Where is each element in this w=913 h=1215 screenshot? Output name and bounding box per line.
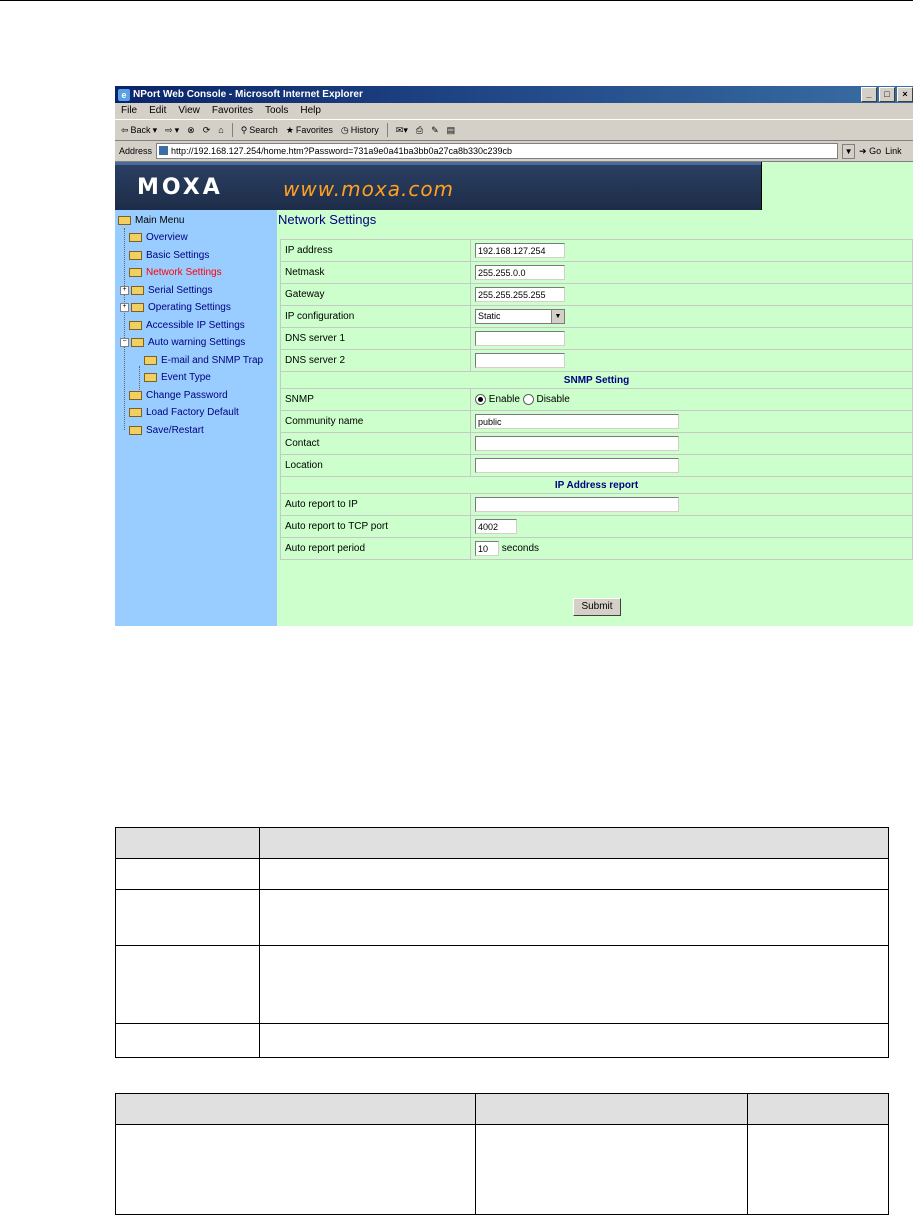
doc-table-2-row <box>116 1125 889 1215</box>
chevron-down-icon: ▾ <box>174 125 180 135</box>
location-label: Location <box>281 455 471 477</box>
folder-icon <box>144 373 157 382</box>
report-period-unit: seconds <box>501 543 540 555</box>
report-ip-label: Auto report to IP <box>281 494 471 516</box>
refresh-icon[interactable]: ⟳ <box>202 125 211 135</box>
toolbar-separator <box>387 123 388 137</box>
menu-item-network-settings[interactable]: Network Settings <box>129 264 222 281</box>
folder-icon <box>129 426 142 435</box>
menu-bar <box>115 103 913 120</box>
doc-table-1-row <box>116 1024 889 1058</box>
tree-line <box>124 228 125 430</box>
forward-button[interactable] <box>165 120 179 140</box>
menu-item-save-restart[interactable]: Save/Restart <box>129 422 204 439</box>
doc-table-cell <box>260 828 889 859</box>
menu-edit[interactable]: Edit <box>149 105 167 116</box>
contact-label: Contact <box>281 433 471 455</box>
page-viewport <box>115 162 913 626</box>
row-report-ip <box>281 494 913 516</box>
mail-icon[interactable]: ✉▾ <box>395 125 408 135</box>
moxa-logo: MOXA <box>137 175 223 200</box>
row-ip-address <box>281 240 913 262</box>
row-contact <box>281 433 913 455</box>
ip-configuration-select[interactable]: Static ▼ <box>475 309 565 324</box>
document-table-1 <box>115 827 889 1058</box>
netmask-input[interactable]: 255.255.0.0 <box>475 265 565 280</box>
chevron-down-icon: ▾ <box>152 125 158 135</box>
stop-icon[interactable]: ⊗ <box>187 125 195 135</box>
history-icon: ◷ <box>340 125 349 135</box>
go-arrow-icon: ➜ <box>859 145 867 156</box>
snmp-enable-radio[interactable] <box>475 394 486 405</box>
doc-table-cell <box>116 828 260 859</box>
address-dropdown-icon[interactable]: ▼ <box>842 144 855 159</box>
menu-help[interactable]: Help <box>300 105 321 116</box>
row-ip-configuration <box>281 306 913 328</box>
expand-icon[interactable]: + <box>120 286 129 295</box>
menu-item-overview[interactable]: Overview <box>129 229 188 246</box>
edit-icon[interactable]: ✎ <box>431 125 439 135</box>
doc-table-cell <box>260 890 889 946</box>
doc-table-cell <box>260 1024 889 1058</box>
submit-button[interactable]: Submit <box>573 598 621 616</box>
chevron-down-icon: ▼ <box>551 310 564 323</box>
doc-table-1-row <box>116 859 889 890</box>
history-button[interactable]: ◷ History <box>341 120 379 140</box>
ip-address-label: IP address <box>281 240 471 262</box>
menu-item-operating-settings[interactable]: + Operating Settings <box>120 299 231 316</box>
dns1-input[interactable] <box>475 331 565 346</box>
site-url: www.moxa.com <box>283 177 455 201</box>
window-title: NPort Web Console - Microsoft Internet Explorer <box>133 89 363 100</box>
menu-item-serial-settings[interactable]: + Serial Settings <box>120 282 212 299</box>
folder-icon <box>144 356 157 365</box>
network-settings-panel <box>277 210 913 626</box>
print-icon[interactable]: ⎙ <box>415 125 424 135</box>
row-report-port <box>281 516 913 538</box>
snmp-disable-radio[interactable] <box>523 394 534 405</box>
banner-spacer <box>761 162 913 210</box>
row-report-period <box>281 538 913 560</box>
doc-table-1-header <box>116 828 889 859</box>
folder-icon <box>129 321 142 330</box>
dns2-label: DNS server 2 <box>281 350 471 372</box>
menu-root[interactable]: Main Menu <box>118 212 184 229</box>
community-label: Community name <box>281 411 471 433</box>
menu-item-load-factory-default[interactable]: Load Factory Default <box>129 404 239 421</box>
menu-view[interactable]: View <box>178 105 200 116</box>
snmp-enable-label: Enable <box>488 394 520 406</box>
folder-icon <box>129 391 142 400</box>
location-input[interactable] <box>475 458 679 473</box>
doc-table-cell <box>116 859 260 890</box>
row-community <box>281 411 913 433</box>
doc-table-cell <box>116 1094 476 1125</box>
folder-open-icon <box>118 216 131 225</box>
menu-item-auto-warning[interactable]: − Auto warning Settings <box>120 334 245 351</box>
doc-table-cell <box>260 859 889 890</box>
row-location <box>281 455 913 477</box>
report-port-label: Auto report to TCP port <box>281 516 471 538</box>
address-label: Address <box>119 146 153 156</box>
doc-table-cell <box>116 1024 260 1058</box>
search-icon: ⚲ <box>240 125 248 135</box>
row-dns2 <box>281 350 913 372</box>
doc-table-cell <box>116 946 260 1024</box>
doc-table-cell <box>116 890 260 946</box>
dns2-input[interactable] <box>475 353 565 368</box>
gateway-label: Gateway <box>281 284 471 306</box>
address-url: http://192.168.127.254/home.htm?Password=731a9e0a41ba3bb0a27ca8b330c239cb <box>171 146 513 156</box>
doc-table-1-row <box>116 890 889 946</box>
links-label[interactable]: Link <box>885 146 902 156</box>
doc-table-2-header <box>116 1094 889 1125</box>
menu-item-change-password[interactable]: Change Password <box>129 387 228 404</box>
address-input[interactable] <box>156 143 838 159</box>
page-title: Network Settings <box>278 212 377 227</box>
page-icon <box>159 146 168 155</box>
menu-item-accessible-ip[interactable]: Accessible IP Settings <box>129 317 245 334</box>
favorites-icon: ★ <box>285 125 294 135</box>
menu-item-event-type[interactable]: Event Type <box>144 369 211 386</box>
folder-icon <box>129 408 142 417</box>
document-table-2 <box>115 1093 889 1215</box>
address-bar <box>115 141 913 162</box>
report-port-input[interactable]: 4002 <box>475 519 517 534</box>
report-period-input[interactable]: 10 <box>475 541 499 556</box>
browser-window <box>115 86 913 626</box>
moxa-banner <box>115 162 761 210</box>
doc-table-cell <box>260 946 889 1024</box>
doc-table-cell <box>748 1094 889 1125</box>
folder-icon <box>131 286 144 295</box>
menu-favorites[interactable]: Favorites <box>211 105 253 116</box>
go-button[interactable]: ➜ Go <box>859 145 882 156</box>
ip-address-input[interactable]: 192.168.127.254 <box>475 243 565 258</box>
minimize-icon[interactable]: _ <box>861 87 877 102</box>
toolbar-separator <box>232 123 233 137</box>
search-button[interactable]: ⚲ Search <box>241 120 278 140</box>
discuss-icon[interactable]: ▤ <box>446 125 456 135</box>
home-icon[interactable]: ⌂ <box>218 125 224 135</box>
maximize-icon[interactable]: □ <box>879 87 895 102</box>
report-period-label: Auto report period <box>281 538 471 560</box>
row-snmp-section <box>281 372 913 389</box>
row-ip-report-section <box>281 477 913 494</box>
doc-table-cell <box>116 1125 476 1215</box>
snmp-section-header: SNMP Setting <box>281 372 913 389</box>
row-snmp <box>281 389 913 411</box>
row-dns1 <box>281 328 913 350</box>
favorites-button[interactable]: ★ Favorites <box>286 120 333 140</box>
row-netmask <box>281 262 913 284</box>
folder-icon <box>129 268 142 277</box>
ip-configuration-label: IP configuration <box>281 306 471 328</box>
doc-table-cell <box>476 1125 748 1215</box>
settings-table <box>280 239 913 560</box>
row-gateway <box>281 284 913 306</box>
netmask-label: Netmask <box>281 262 471 284</box>
menu-item-email-snmp-trap[interactable]: E-mail and SNMP Trap <box>144 352 263 369</box>
back-button[interactable]: ⇦ Back ▾ <box>121 120 157 140</box>
ip-report-section-header: IP Address report <box>281 477 913 494</box>
window-controls <box>861 87 913 102</box>
doc-table-cell <box>748 1125 889 1215</box>
menu-file[interactable]: File <box>121 105 138 116</box>
doc-table-1-row <box>116 946 889 1024</box>
close-icon[interactable]: × <box>897 87 913 102</box>
folder-open-icon <box>131 338 144 347</box>
contact-input[interactable] <box>475 436 679 451</box>
gateway-input[interactable]: 255.255.255.255 <box>475 287 565 302</box>
snmp-disable-label: Disable <box>536 394 570 406</box>
collapse-icon[interactable]: − <box>120 338 129 347</box>
left-menu <box>115 210 277 626</box>
community-input[interactable]: public <box>475 414 679 429</box>
forward-arrow-icon: ⇨ <box>165 125 173 135</box>
toolbar <box>115 120 913 141</box>
dns1-label: DNS server 1 <box>281 328 471 350</box>
folder-icon <box>131 303 144 312</box>
document-header-rule <box>0 0 913 2</box>
expand-icon[interactable]: + <box>120 303 129 312</box>
ie-icon: e <box>118 89 130 101</box>
folder-icon <box>129 251 142 260</box>
back-arrow-icon: ⇦ <box>121 125 129 135</box>
title-bar <box>115 86 913 103</box>
menu-tools[interactable]: Tools <box>264 105 289 116</box>
snmp-label: SNMP <box>281 389 471 411</box>
doc-table-cell <box>476 1094 748 1125</box>
menu-item-basic-settings[interactable]: Basic Settings <box>129 247 209 264</box>
folder-icon <box>129 233 142 242</box>
report-ip-input[interactable] <box>475 497 679 512</box>
